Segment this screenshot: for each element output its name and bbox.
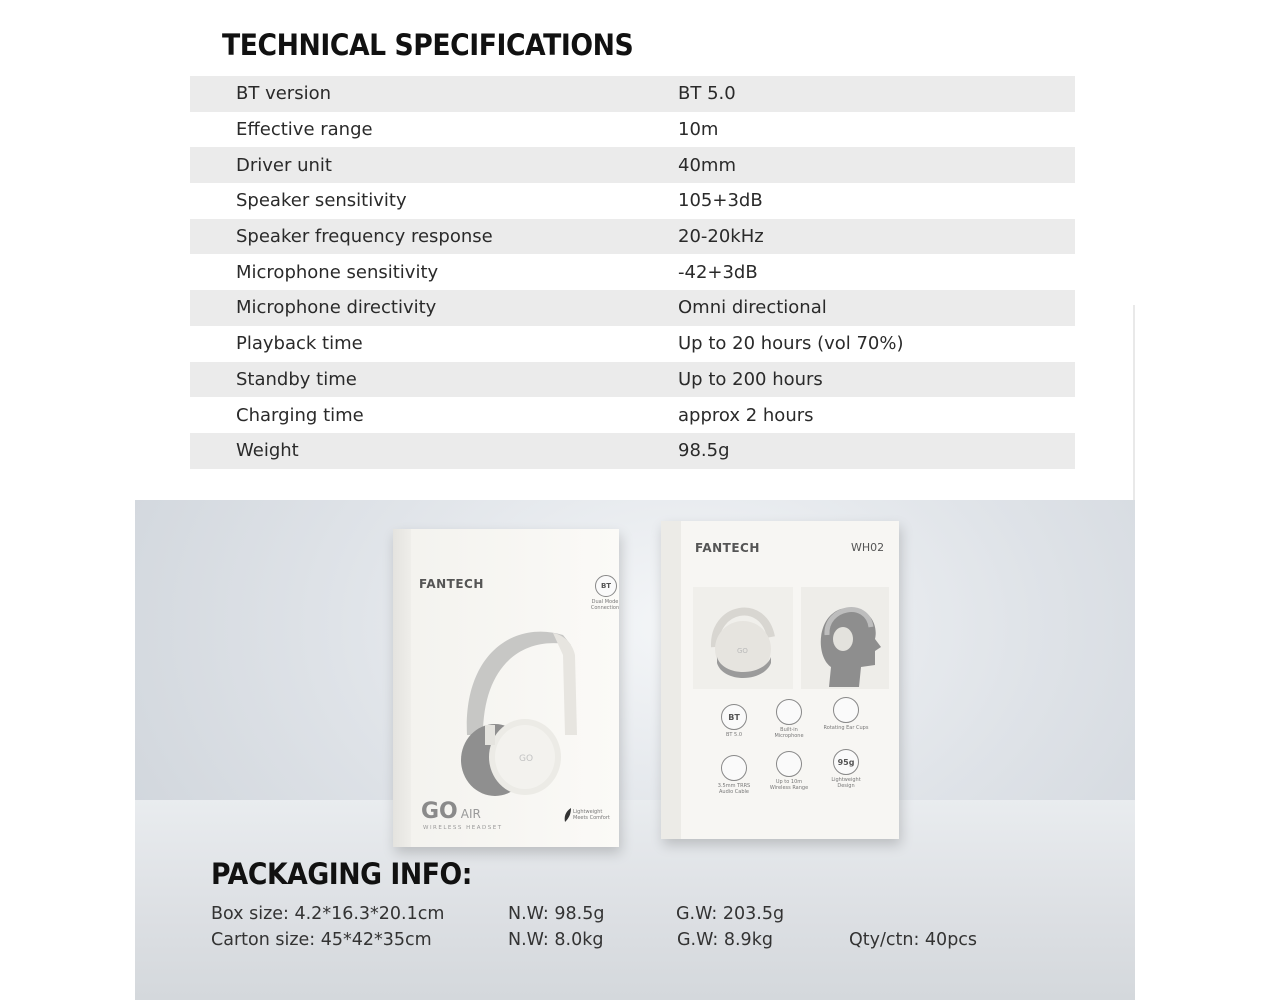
- spec-value: BT 5.0: [678, 83, 736, 105]
- spec-row: [190, 362, 1075, 398]
- feature-caption: Up to 10m Wireless Range: [769, 779, 809, 791]
- product-photo: [135, 500, 1135, 1000]
- spec-label: Playback time: [236, 333, 363, 355]
- spec-label: Speaker sensitivity: [236, 190, 407, 212]
- feature-caption: Rotating Ear Cups: [823, 725, 869, 731]
- feature-caption: Lightweight Design: [831, 777, 861, 789]
- carton-net-weight: N.W: 8.0kg: [508, 930, 604, 950]
- spec-row: [190, 147, 1075, 183]
- spec-value: Up to 20 hours (vol 70%): [678, 333, 904, 355]
- spec-row: [190, 254, 1075, 290]
- diagram-headphone-image: [693, 587, 793, 689]
- spec-label: Charging time: [236, 404, 364, 426]
- feather-icon: [563, 807, 573, 823]
- spec-row: [190, 112, 1075, 148]
- cable-icon: [721, 755, 747, 781]
- spec-value: 20-20kHz: [678, 226, 764, 248]
- front-box: [393, 529, 619, 847]
- headphone-image: [453, 615, 578, 797]
- feature-caption: 3.5mm TRRS Audio Cable: [717, 783, 751, 795]
- floor-surface: [135, 800, 1135, 1000]
- spec-label: Microphone directivity: [236, 297, 437, 319]
- box-gross-weight: G.W: 203.5g: [676, 904, 785, 924]
- spec-row: [190, 290, 1075, 326]
- svg-text:GO: GO: [737, 647, 748, 655]
- spec-row: [190, 183, 1075, 219]
- spec-label: Effective range: [236, 119, 373, 141]
- box-edge: [661, 521, 681, 839]
- mic-icon: [776, 699, 802, 725]
- spec-label: Speaker frequency response: [236, 226, 493, 248]
- feature-bt-icon: BT: [721, 704, 747, 730]
- box-net-weight: N.W: 98.5g: [508, 904, 605, 924]
- specs-title: TECHNICAL SPECIFICATIONS: [222, 28, 634, 62]
- box-size: Box size: 4.2*16.3*20.1cm: [211, 904, 445, 924]
- wireless-headset-label: WIRELESS HEADSET: [423, 825, 503, 831]
- spec-value: 10m: [678, 119, 719, 141]
- model-number: WH02: [851, 541, 885, 554]
- spec-value: -42+3dB: [678, 261, 758, 283]
- box-edge: [393, 529, 411, 847]
- go-air-logo: GO AIR: [421, 799, 481, 824]
- spec-row: [190, 433, 1075, 469]
- spec-value: approx 2 hours: [678, 404, 814, 426]
- packaging-title: PACKAGING INFO:: [211, 857, 472, 891]
- carton-gross-weight: G.W: 8.9kg: [677, 930, 773, 950]
- head-silhouette-image: [801, 587, 889, 689]
- bt-badge-caption: Dual Mode Connection: [590, 599, 620, 611]
- carton-quantity: Qty/ctn: 40pcs: [849, 930, 978, 950]
- front-box-brand: FANTECH: [419, 577, 484, 591]
- spec-label: Microphone sensitivity: [236, 261, 439, 283]
- spec-label: Weight: [236, 440, 299, 462]
- spec-label: BT version: [236, 83, 331, 105]
- bt-badge-icon: BT: [595, 575, 617, 597]
- spec-row: [190, 326, 1075, 362]
- spec-row: [190, 76, 1075, 112]
- spec-label: Driver unit: [236, 154, 332, 176]
- spec-value: Omni directional: [678, 297, 827, 319]
- spec-row: [190, 219, 1075, 255]
- spec-value: 105+3dB: [678, 190, 763, 212]
- spec-table: [190, 76, 1075, 469]
- feature-caption: Built-in Microphone: [774, 727, 804, 739]
- back-box-brand: FANTECH: [695, 541, 760, 555]
- spec-value: 98.5g: [678, 440, 730, 462]
- spec-label: Standby time: [236, 368, 357, 390]
- svg-text:GO: GO: [519, 754, 534, 764]
- spec-value: 40mm: [678, 154, 736, 176]
- feature-caption: BT 5.0: [725, 732, 743, 738]
- spec-value: Up to 200 hours: [678, 368, 823, 390]
- rotate-icon: [833, 697, 859, 723]
- range-icon: [776, 751, 802, 777]
- spec-row: [190, 397, 1075, 433]
- carton-size: Carton size: 45*42*35cm: [211, 930, 432, 950]
- lightweight-note: Lightweight Meets Comfort: [573, 809, 610, 821]
- back-box: [661, 521, 899, 839]
- feature-95g-icon: 95g: [833, 749, 859, 775]
- divider: [1133, 305, 1135, 500]
